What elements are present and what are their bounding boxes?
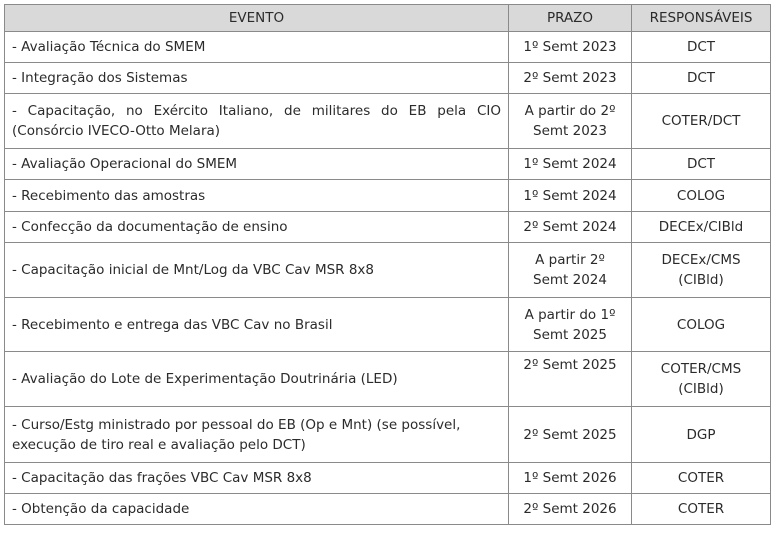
table-row — [5, 149, 771, 180]
cell-prazo: 1º Semt 2023 — [509, 32, 632, 63]
cell-responsaveis: DCT — [632, 149, 771, 180]
cell-prazo: A partir do 2º Semt 2023 — [509, 94, 632, 149]
cell-responsaveis: COLOG — [632, 180, 771, 212]
header-evento: EVENTO — [5, 5, 509, 32]
cell-evento: - Avaliação do Lote de Experimentação Doutrinária (LED) — [5, 352, 509, 407]
cell-prazo: 2º Semt 2024 — [509, 212, 632, 243]
schedule-table — [4, 4, 771, 525]
cell-responsaveis: DCT — [632, 32, 771, 63]
cell-responsaveis: COTER/DCT — [632, 94, 771, 149]
cell-responsaveis: COTER — [632, 463, 771, 494]
cell-responsaveis: COLOG — [632, 298, 771, 352]
table-row — [5, 463, 771, 494]
cell-evento: - Recebimento das amostras — [5, 180, 509, 212]
header-responsaveis: RESPONSÁVEIS — [632, 5, 771, 32]
cell-responsaveis: COTER/CMS (CIBld) — [632, 352, 771, 407]
cell-prazo: 2º Semt 2025 — [509, 407, 632, 463]
cell-prazo: A partir do 1º Semt 2025 — [509, 298, 632, 352]
cell-prazo: 2º Semt 2023 — [509, 63, 632, 94]
cell-prazo: 1º Semt 2024 — [509, 180, 632, 212]
cell-prazo: 1º Semt 2024 — [509, 149, 632, 180]
header-prazo: PRAZO — [509, 5, 632, 32]
cell-responsaveis: DECEx/CMS (CIBld) — [632, 243, 771, 298]
cell-evento: - Avaliação Operacional do SMEM — [5, 149, 509, 180]
cell-responsaveis: DGP — [632, 407, 771, 463]
cell-responsaveis: DECEx/CIBld — [632, 212, 771, 243]
cell-evento: - Capacitação das frações VBC Cav MSR 8x8 — [5, 463, 509, 494]
cell-evento: - Integração dos Sistemas — [5, 63, 509, 94]
table-row — [5, 212, 771, 243]
cell-evento: - Avaliação Técnica do SMEM — [5, 32, 509, 63]
cell-prazo: A partir 2º Semt 2024 — [509, 243, 632, 298]
table-row — [5, 180, 771, 212]
table-row — [5, 494, 771, 525]
cell-prazo: 1º Semt 2026 — [509, 463, 632, 494]
table-row — [5, 32, 771, 63]
cell-prazo: 2º Semt 2025 — [509, 352, 632, 407]
header-row — [5, 5, 771, 32]
cell-responsaveis: DCT — [632, 63, 771, 94]
table-row — [5, 63, 771, 94]
cell-evento: - Curso/Estg ministrado por pessoal do EB (Op e Mnt) (se possível, execução de tiro real e avaliação pelo DCT) — [5, 407, 509, 463]
cell-evento: - Recebimento e entrega das VBC Cav no Brasil — [5, 298, 509, 352]
table-row — [5, 352, 771, 407]
cell-evento: - Confecção da documentação de ensino — [5, 212, 509, 243]
cell-responsaveis: COTER — [632, 494, 771, 525]
cell-prazo: 2º Semt 2026 — [509, 494, 632, 525]
cell-evento: - Capacitação, no Exército Italiano, de militares do EB pela CIO (Consórcio IVECO-Otto Melara) — [5, 94, 509, 149]
cell-evento: - Capacitação inicial de Mnt/Log da VBC Cav MSR 8x8 — [5, 243, 509, 298]
table-row — [5, 243, 771, 298]
table-row — [5, 407, 771, 463]
cell-evento: - Obtenção da capacidade — [5, 494, 509, 525]
table-row — [5, 94, 771, 149]
table-row — [5, 298, 771, 352]
